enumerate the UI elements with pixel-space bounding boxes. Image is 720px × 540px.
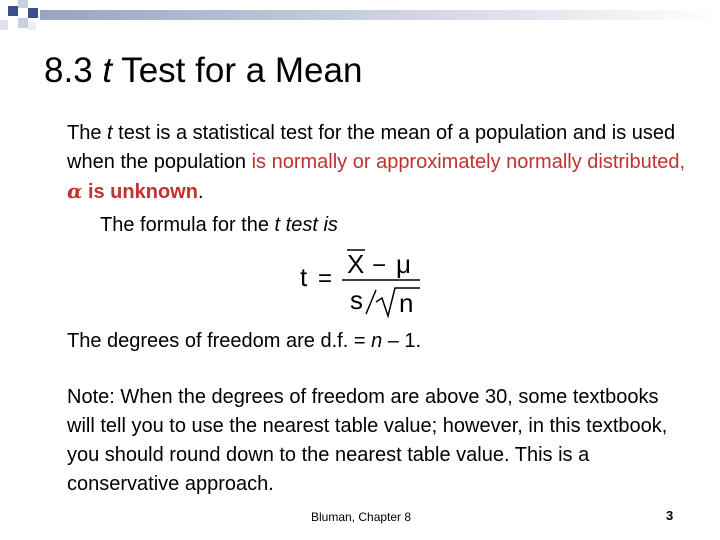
deco-square bbox=[0, 20, 8, 30]
deco-square bbox=[18, 0, 28, 8]
formula-label bbox=[100, 211, 338, 240]
intro-text: test is a statistical test for the mean of a population and is used when the population bbox=[67, 122, 676, 173]
title-text: Test for a Mean bbox=[121, 51, 363, 90]
formula-equals: = bbox=[318, 265, 333, 292]
intro-t-symbol: t bbox=[107, 122, 113, 144]
dof-n-symbol: n bbox=[371, 330, 383, 352]
dof-text-end: – 1. bbox=[382, 330, 422, 352]
intro-period: . bbox=[197, 181, 204, 203]
degrees-of-freedom bbox=[67, 327, 687, 356]
formula-label-italic: t test is bbox=[274, 214, 338, 236]
formula-mu: μ bbox=[396, 249, 411, 279]
page-number: 3 bbox=[666, 508, 674, 523]
intro-paragraph bbox=[67, 119, 687, 207]
title-section-number: 8.3 bbox=[44, 51, 93, 90]
formula-s: s bbox=[350, 285, 363, 315]
footer-text: Bluman, Chapter 8 bbox=[311, 510, 412, 524]
intro-emphasis-unknown: is unknown bbox=[82, 181, 198, 203]
formula-n: n bbox=[399, 288, 414, 318]
t-test-formula bbox=[292, 242, 432, 322]
deco-square bbox=[28, 8, 38, 18]
intro-emphasis-normal: is normally or approximately normally distributed, bbox=[251, 151, 686, 173]
dof-text: The degrees of freedom are d.f. = bbox=[67, 330, 372, 352]
deco-square bbox=[28, 22, 36, 30]
formula-label-text: The formula for the bbox=[100, 214, 275, 236]
fraction-slash bbox=[366, 290, 376, 314]
formula-minus: − bbox=[372, 252, 387, 279]
note-paragraph: Note: When the degrees of freedom are above 30, some textbooks will tell you to use the nearest table value; however, in this textbook, you should round down to the nearest table value. This is a conservative approach. bbox=[67, 386, 668, 495]
formula-xbar: X bbox=[347, 249, 365, 279]
deco-square bbox=[8, 6, 18, 16]
title-t-symbol: t bbox=[102, 51, 113, 90]
slide-title bbox=[44, 46, 362, 96]
intro-text: The bbox=[67, 122, 108, 144]
header-stripe bbox=[40, 10, 720, 20]
alpha-symbol: α bbox=[67, 179, 83, 203]
formula-lhs-t: t bbox=[300, 262, 308, 292]
deco-square bbox=[18, 18, 28, 28]
